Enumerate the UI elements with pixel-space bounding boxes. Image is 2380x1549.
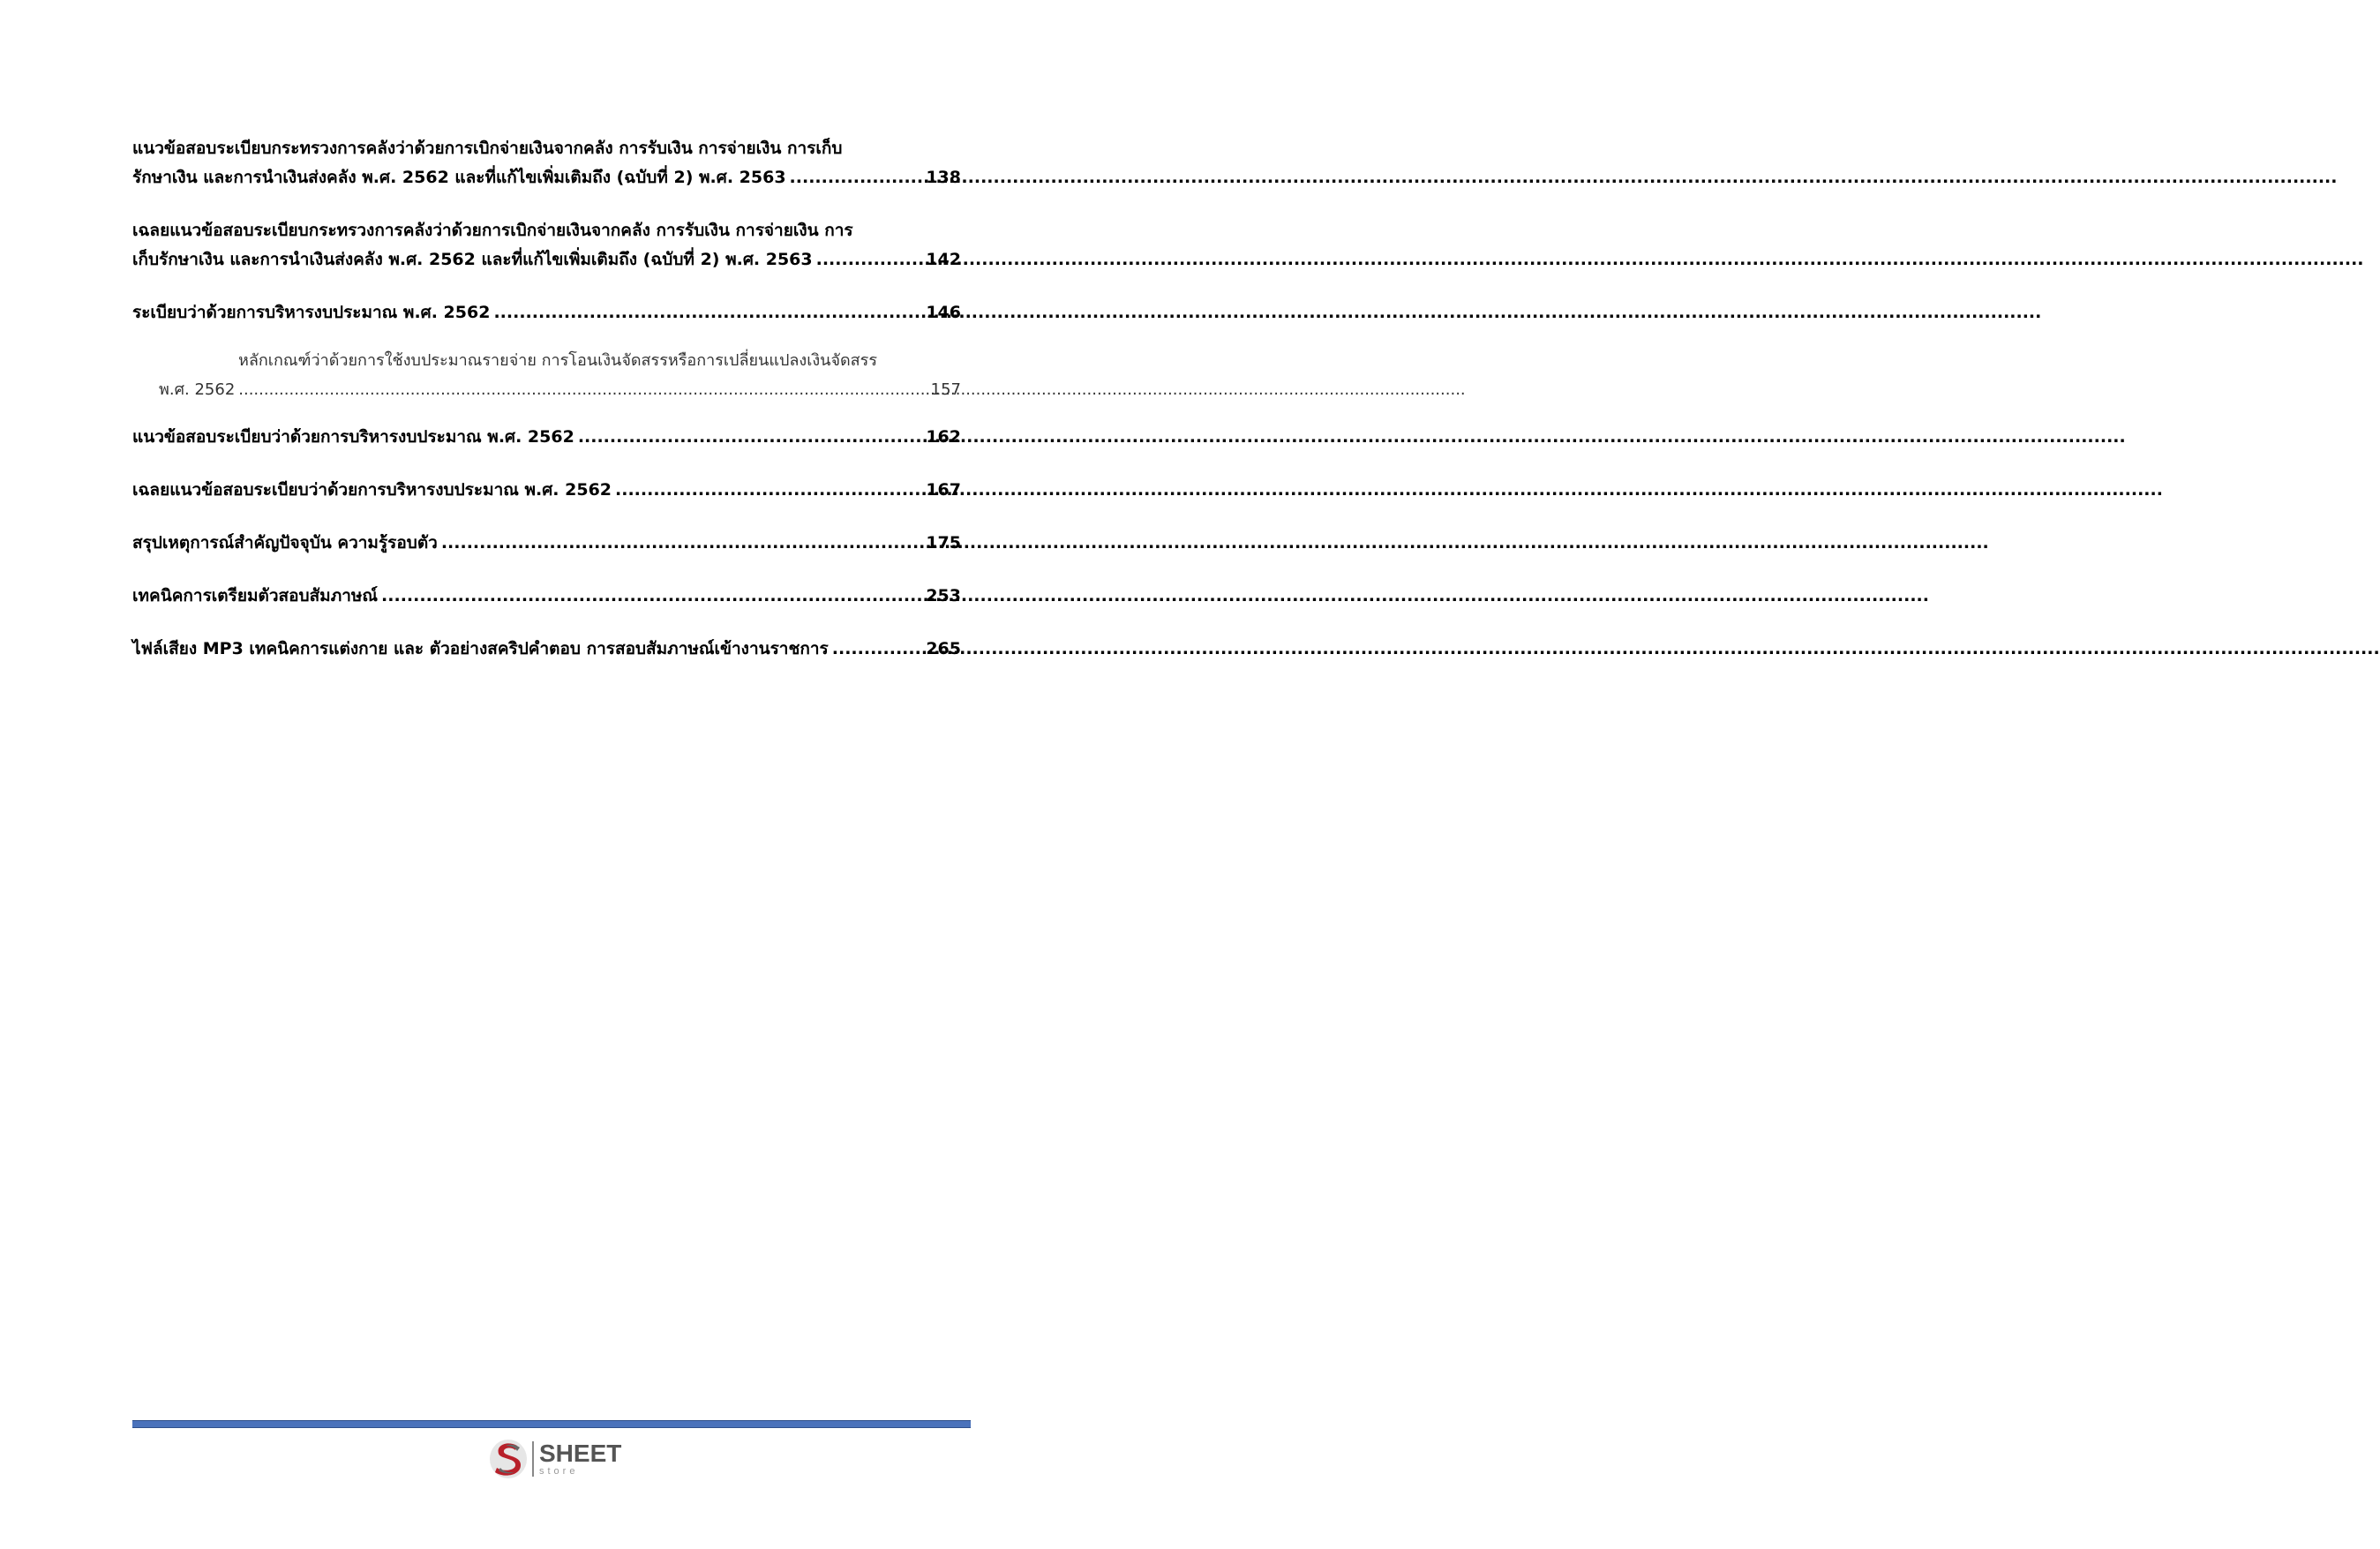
toc-entry[interactable] [132,476,961,505]
logo-subtext: store [539,1466,579,1477]
toc-page-number: 146 [926,303,961,322]
toc-entry[interactable] [132,635,961,664]
toc-entry-title-line1: แนวข้อสอบระเบียบกระทรวงการคลังว่าด้วยการเบิกจ่ายเงินจากคลัง การรับเงิน การจ่ายเงิน การเก็บ [132,139,843,158]
logo-text [539,1441,621,1477]
logo-wordmark: SHEET [539,1440,622,1467]
toc-entry-title-line2: พ.ศ. 2562 [159,380,236,399]
toc-page-number: 167 [926,480,961,500]
toc-entry[interactable] [132,423,961,452]
dot-leader [829,635,927,664]
dot-leader [438,529,926,558]
toc-page-number: 138 [926,168,961,187]
dot-leader [786,163,927,192]
toc-page-number: 175 [926,533,961,553]
toc-entry-title-line2: เก็บรักษาเงิน และการนำเงินส่งคลัง พ.ศ. 2562 และที่แก้ไขเพิ่มเติมถึง (ฉบับที่ 2) พ.ศ. 2563 [132,250,813,269]
toc-entry[interactable] [132,134,961,192]
logo-separator [532,1441,534,1477]
toc-entry-title: ไฟล์เสียง MP3 เทคนิคการแต่งกาย และ ตัวอย่างสคริปคำตอบ การสอบสัมภาษณ์เข้างานราชการ [132,639,829,658]
toc-entry-title: แนวข้อสอบระเบียบว่าด้วยการบริหารงบประมาณ พ.ศ. 2562 [132,427,574,447]
dot-leader [612,476,926,505]
toc-entry-title: เทคนิคการเตรียมตัวสอบสัมภาษณ์ [132,586,379,605]
toc-page-number: 162 [926,427,961,447]
dot-leader [490,298,926,327]
toc-entry[interactable] [132,298,961,327]
dot-leader [813,245,927,274]
toc-subentry[interactable] [132,346,961,404]
toc-entry-title-line1: หลักเกณฑ์ว่าด้วยการใช้งบประมาณรายจ่าย การโอนเงินจัดสรรหรือการเปลี่ยนแปลงเงินจัดสรร [238,351,878,370]
toc-entry-title-line2: รักษาเงิน และการนำเงินส่งคลัง พ.ศ. 2562 และที่แก้ไขเพิ่มเติมถึง (ฉบับที่ 2) พ.ศ. 2563 [132,168,786,187]
sheet-store-logo [488,1437,621,1481]
toc-page-number: 157 [930,380,961,399]
toc-entry-title: ระเบียบว่าด้วยการบริหารงบประมาณ พ.ศ. 2562 [132,303,491,322]
dot-leader [574,423,927,452]
toc-page-number: 253 [926,586,961,605]
toc-entry[interactable] [132,529,961,558]
toc-entry-title: สรุปเหตุการณ์สำคัญปัจจุบัน ความรู้รอบตัว [132,533,438,553]
footer-divider-bar [132,1420,971,1428]
dot-leader [378,582,926,611]
sheet-store-s-icon [488,1437,529,1481]
toc-entry-title: เฉลยแนวข้อสอบระเบียบว่าด้วยการบริหารงบประมาณ พ.ศ. 2562 [132,480,612,500]
toc-page-number: 265 [926,639,961,658]
toc-entry[interactable] [132,582,961,611]
dot-leader [235,375,930,404]
toc-entry-title-line1: เฉลยแนวข้อสอบระเบียบกระทรวงการคลังว่าด้วยการเบิกจ่ายเงินจากคลัง การรับเงิน การจ่ายเงิน การ [132,221,853,240]
toc-entry[interactable] [132,216,961,274]
table-of-contents [132,134,961,688]
toc-page-number: 142 [926,250,961,269]
